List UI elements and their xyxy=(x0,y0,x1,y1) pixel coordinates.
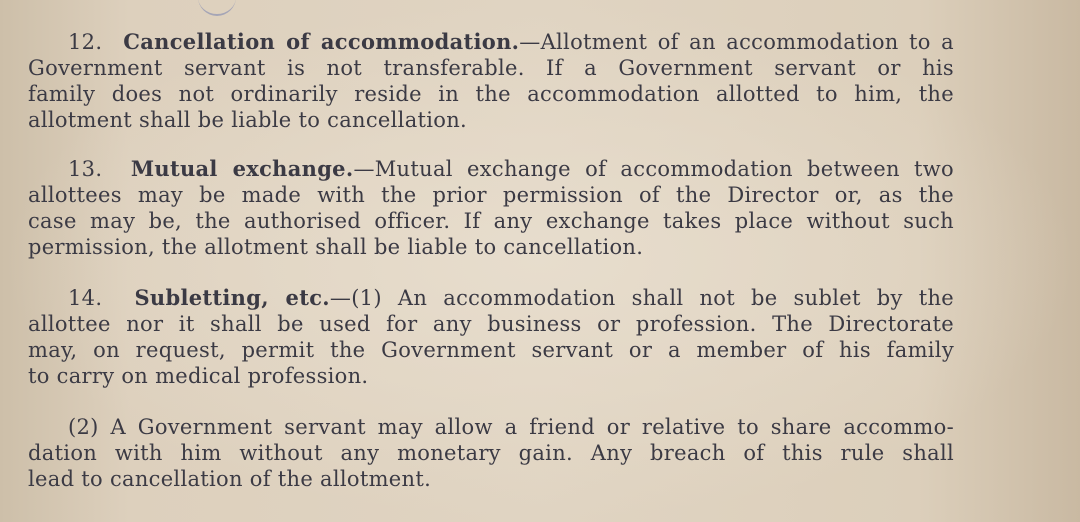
rule-13-line-4: permission, the allotment shall be liable to cancellation. xyxy=(28,235,644,259)
rule-12-line-2: Government servant is not transferable. If a Government servant or his xyxy=(28,56,954,80)
rule-13-heading: Mutual exchange. xyxy=(130,156,354,181)
rule-13-first-line xyxy=(28,156,954,182)
rule-12-first-line xyxy=(28,29,954,55)
ink-mark xyxy=(198,0,236,16)
rule-14-line-3: may, on request, permit the Government servant or a member of his family xyxy=(28,338,954,362)
rule-14-2-line-1: (2) A Government servant may allow a friend or relative to share accommo- xyxy=(68,415,954,439)
rule-12-line-1: —Allotment of an accommodation to a xyxy=(519,30,954,54)
rule-13-number: 13. xyxy=(68,157,103,181)
rule-14-line-4: to carry on medical profession. xyxy=(28,364,369,388)
rule-12-paragraph xyxy=(28,29,954,133)
rule-13-line-1: —Mutual exchange of accommodation between two xyxy=(353,157,955,181)
rule-14-first-line xyxy=(28,285,954,311)
rule-14-2-line-2: dation with him without any monetary gain. Any breach of this rule shall xyxy=(28,441,954,465)
rule-12-line-4: allotment shall be liable to cancellation. xyxy=(28,108,468,132)
rule-13-line-3: case may be, the authorised officer. If any exchange takes place without such xyxy=(28,209,954,233)
rule-12-number: 12. xyxy=(68,30,103,54)
rule-12-heading: Cancellation of accommodation. xyxy=(123,29,520,54)
rule-13-paragraph xyxy=(28,156,954,260)
rule-14-number: 14. xyxy=(68,286,103,310)
rule-14-heading: Subletting, etc. xyxy=(134,285,330,310)
rule-14-subclause-2-paragraph xyxy=(28,414,954,492)
rule-13-line-2: allottees may be made with the prior permission of the Director or, as the xyxy=(28,183,954,207)
rule-14-line-1: —(1) An accommodation shall not be sublet by the xyxy=(329,286,954,310)
rule-14-line-2: allottee nor it shall be used for any business or profession. The Directorate xyxy=(28,312,954,336)
rule-14-2-line-3: lead to cancellation of the allotment. xyxy=(28,467,432,491)
rule-12-line-3: family does not ordinarily reside in the accommodation allotted to him, the xyxy=(28,82,954,106)
rule-14-paragraph xyxy=(28,285,954,389)
